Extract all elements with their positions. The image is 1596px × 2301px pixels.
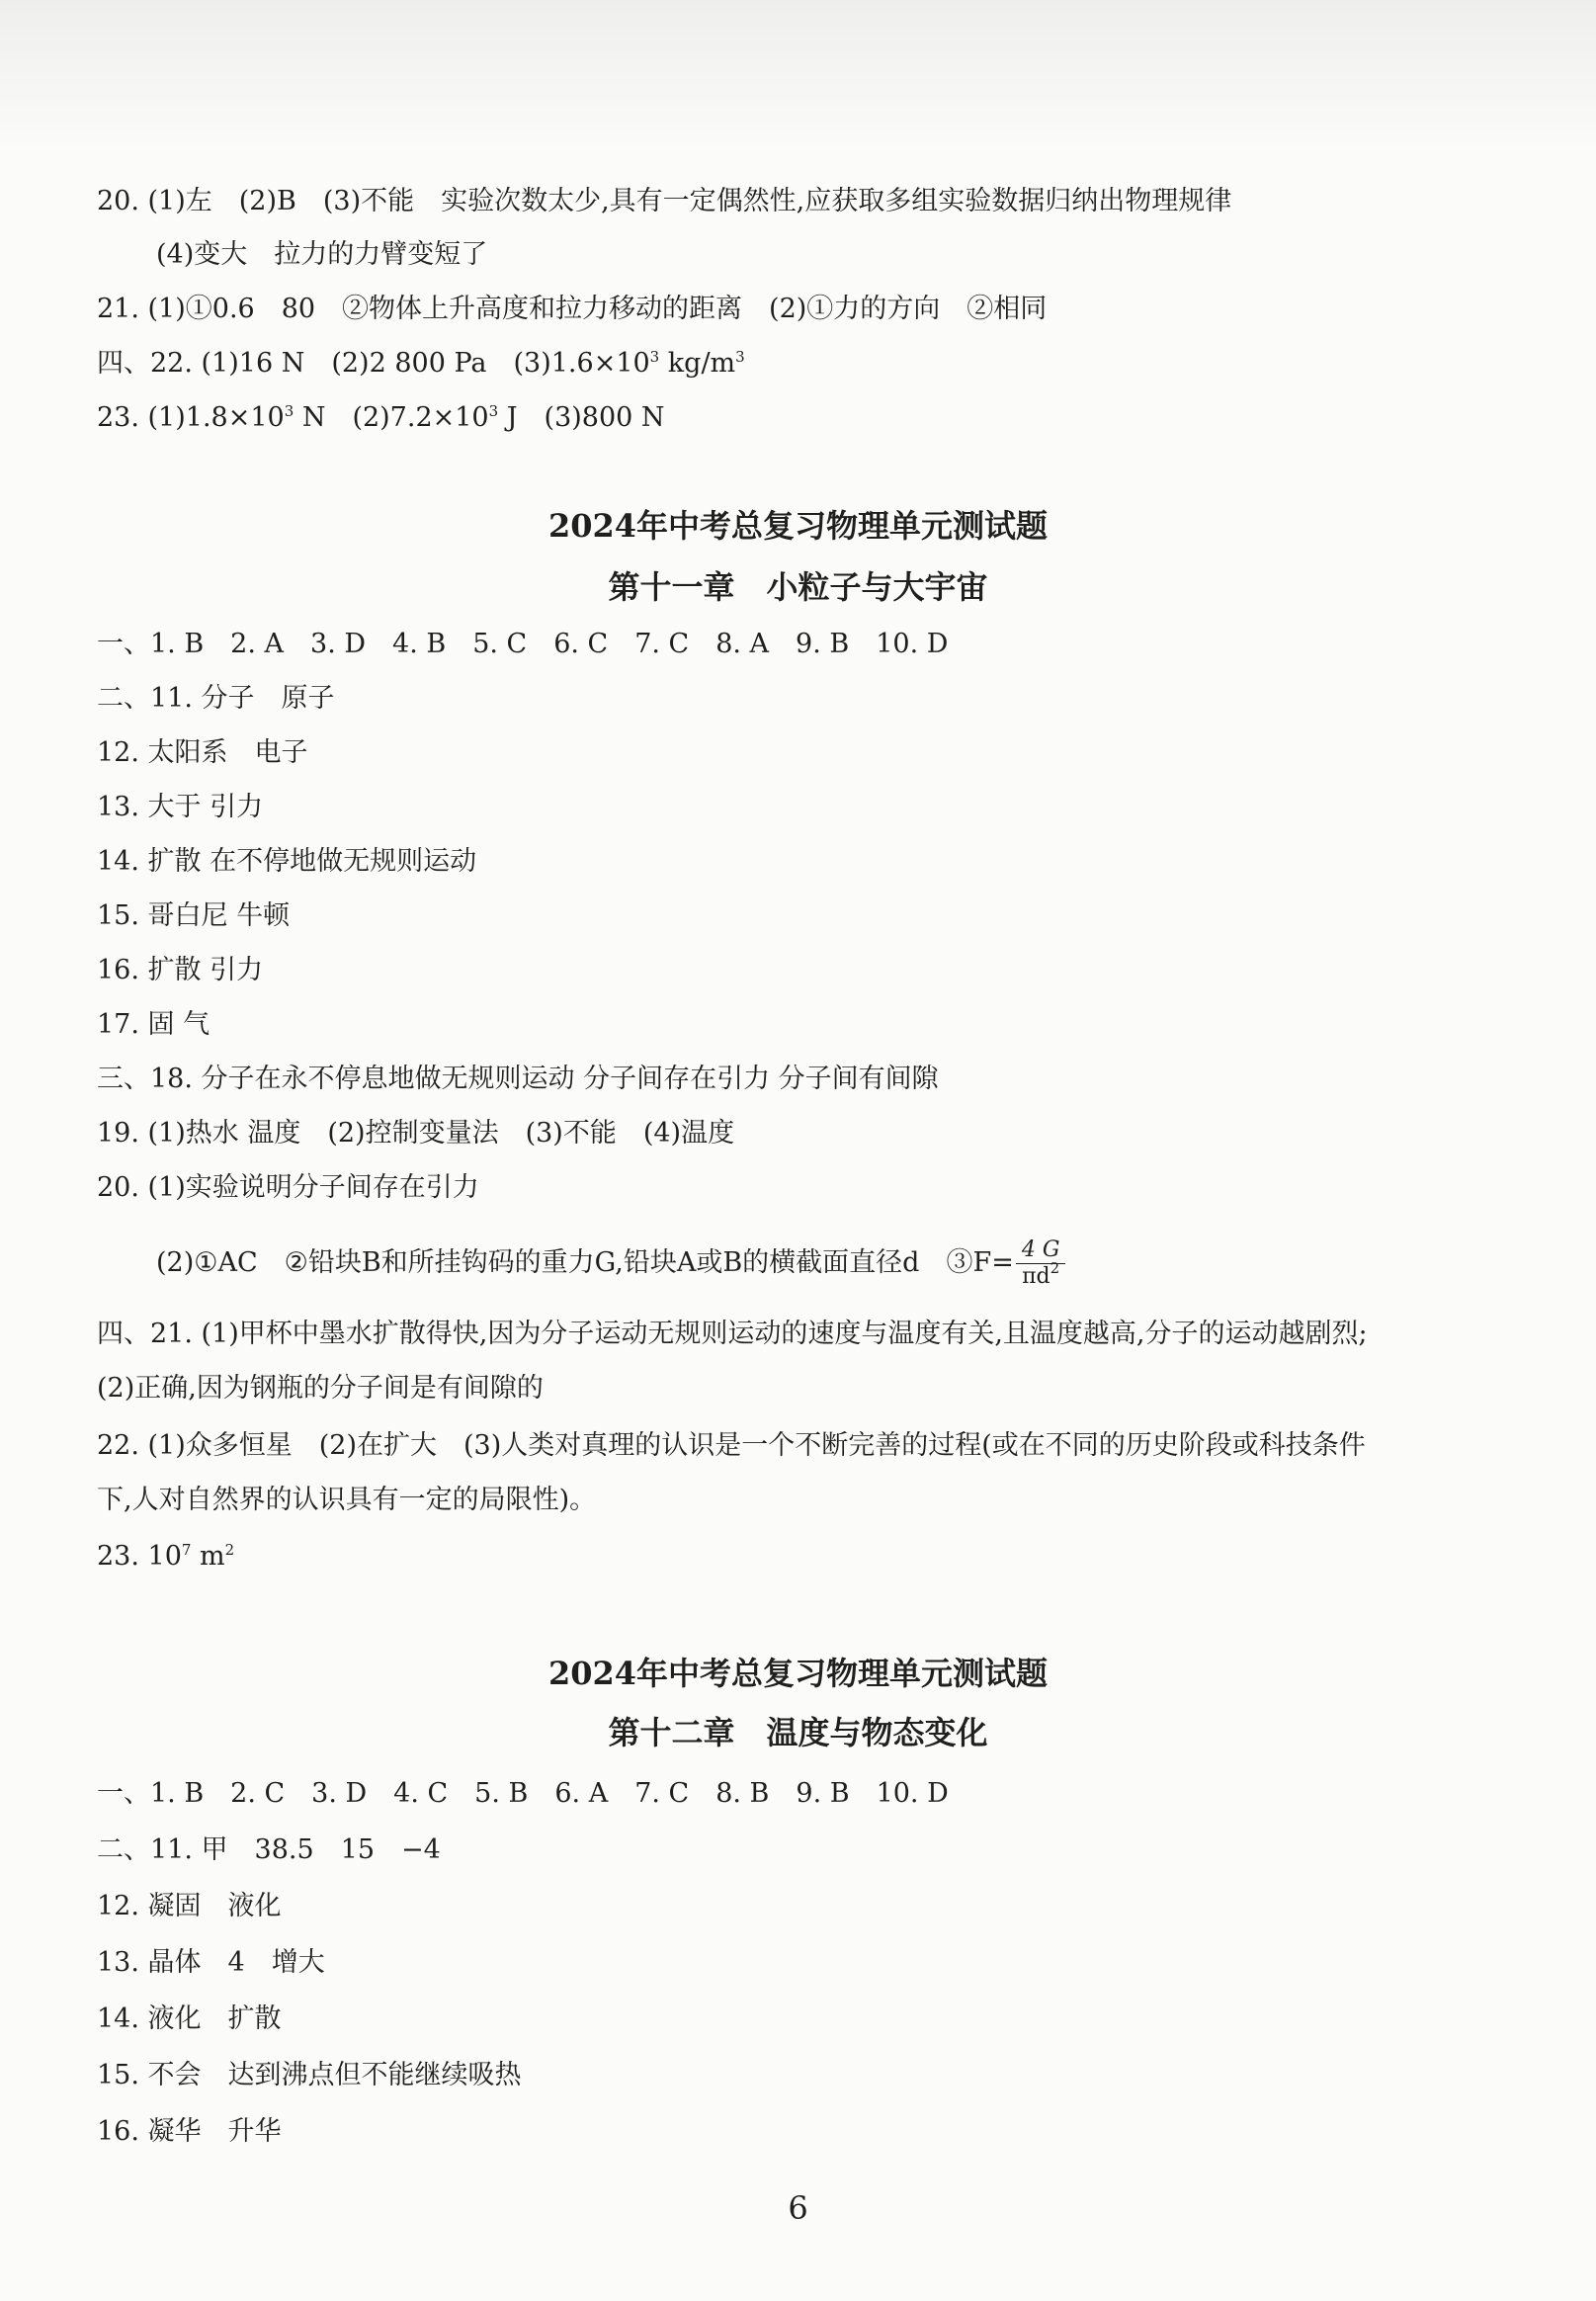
answer-line: 14. 扩散 在不停地做无规则运动: [97, 846, 477, 877]
answer-line: 15. 不会 达到沸点但不能继续吸热: [97, 2060, 522, 2090]
answer-line: 12. 太阳系 电子: [97, 737, 308, 768]
section-title: 2024年中考总复习物理单元测试题: [547, 1655, 1049, 1692]
answer-line: 14. 液化 扩散: [97, 2003, 282, 2034]
answer-line: 一、1. B 2. A 3. D 4. B 5. C 6. C 7. C 8. A 9. B 10. D: [97, 629, 949, 659]
answer-line: 12. 凝固 液化: [97, 1891, 282, 1921]
answer-line: 16. 凝华 升华: [97, 2116, 282, 2147]
page-number: 6: [788, 2189, 808, 2227]
answer-line: 四、21. (1)甲杯中墨水扩散得快,因为分子运动无规则运动的速度与温度有关,且温度越高,分子的运动越剧烈;: [97, 1319, 1368, 1349]
answer-line-23: 23. $10^7$ $m^2$: [97, 1541, 235, 1572]
answer-line: 20. (1)左 (2)B (3)不能 实验次数太少,具有一定偶然性,应获取多组实验数据归纳出物理规律: [97, 186, 1232, 216]
answer-line: 17. 固 气: [97, 1009, 210, 1040]
answer-line-23: 23. $(1)1.8\times 10^3$ N $(2)7.2\times 10^3$ J (3)800 N: [97, 402, 665, 433]
answer-line: 22. (1)众多恒星 (2)在扩大 (3)人类对真理的认识是一个不断完善的过程(或在不同的历史阶段或科技条件: [97, 1430, 1366, 1461]
chapter-title: 第十二章 温度与物态变化: [608, 1714, 988, 1751]
answer-line: (2)正确,因为钢瓶的分子间是有间隙的: [97, 1373, 544, 1404]
answer-line: 二、11. 甲 38.5 15 −4: [97, 1834, 441, 1865]
answer-line: 13. 大于 引力: [97, 792, 264, 822]
answer-line-formula: (2)①AC ②铅块B和所挂钩码的重力G,铅块A或B的横截面直径d ③F= $\frac{4 G}{\pi d^2}$: [156, 1236, 1065, 1291]
answer-line: 15. 哥白尼 牛顿: [97, 900, 291, 931]
fraction: $\frac{4 G}{\pi d^2}$: [1016, 1238, 1066, 1289]
answer-line: 二、11. 分子 原子: [97, 683, 335, 714]
chapter-title: 第十一章 小粒子与大宇宙: [608, 568, 988, 606]
answer-line: 19. (1)热水 温度 (2)控制变量法 (3)不能 (4)温度: [97, 1118, 735, 1149]
answer-line: 13. 晶体 4 增大: [97, 1947, 325, 1978]
answer-line: 一、1. B 2. C 3. D 4. C 5. B 6. A 7. C 8. B 9. B 10. D: [97, 1778, 949, 1809]
answer-line-22: 四、22. (1)16 N (2)2 800 Pa $(3)1.6\times 10^3$ $kg/m^3$: [97, 348, 745, 379]
answer-line: (4)变大 拉力的力臂变短了: [156, 239, 488, 270]
section-title: 2024年中考总复习物理单元测试题: [547, 507, 1049, 545]
answer-line: 三、18. 分子在永不停息地做无规则运动 分子间存在引力 分子间有间隙: [97, 1064, 939, 1094]
answer-line: 21. (1)①0.6 80 ②物体上升高度和拉力移动的距离 (2)①力的方向 ②相同: [97, 294, 1048, 324]
answer-line: 20. (1)实验说明分子间存在引力: [97, 1172, 479, 1203]
scan-shading: [0, 0, 1596, 148]
answer-line: 16. 扩散 引力: [97, 955, 264, 985]
answer-line: 下,人对自然界的认识具有一定的局限性)。: [97, 1485, 597, 1515]
